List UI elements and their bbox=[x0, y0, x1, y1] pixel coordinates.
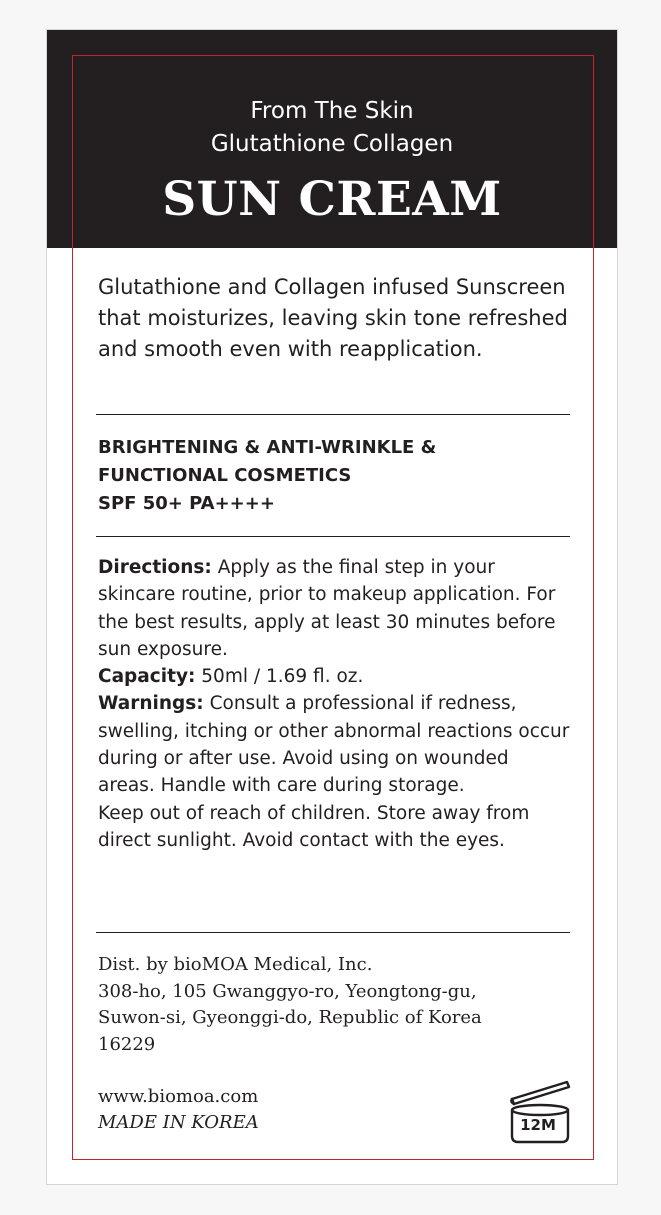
warnings-paragraph bbox=[98, 690, 570, 799]
postal-code: 16229 bbox=[98, 1033, 156, 1055]
claim-line: FUNCTIONAL COSMETICS bbox=[98, 465, 352, 486]
storage-warning: Keep out of reach of children. Store away from direct sunlight. Avoid contact with the eyes. bbox=[98, 802, 530, 851]
distributor-name: Dist. by bioMOA Medical, Inc. bbox=[98, 954, 373, 975]
product-label bbox=[46, 29, 618, 1185]
open-jar-icon bbox=[507, 1076, 577, 1146]
open-jar-icon-graphic bbox=[507, 1076, 573, 1146]
divider bbox=[96, 414, 570, 415]
distributor-info bbox=[98, 952, 570, 1058]
label-header bbox=[47, 30, 617, 248]
distributor-address: Suwon-si, Gyeonggi-do, Republic of Korea bbox=[98, 1007, 482, 1028]
functional-claims bbox=[98, 434, 570, 518]
product-line: Glutathione Collagen bbox=[210, 131, 454, 157]
spf-rating: SPF 50+ PA++++ bbox=[98, 493, 275, 514]
warnings-label: Warnings: bbox=[98, 693, 204, 715]
warnings-text: Consult a professional if redness, swelling, itching or other abnormal reactions occur during or after use. Avoid using on wounded areas. Handle with care during storage. bbox=[98, 693, 570, 797]
product-description: Glutathione and Collagen infused Sunscreen that moisturizes, leaving skin tone refreshed and smooth even with reapplication. bbox=[98, 275, 568, 361]
country-of-origin: MADE IN KOREA bbox=[98, 1112, 259, 1133]
product-title: SUN CREAM bbox=[162, 172, 502, 227]
directions-paragraph bbox=[98, 554, 570, 663]
claim-line: BRIGHTENING & ANTI-WRINKLE & bbox=[98, 437, 437, 458]
website: www.biomoa.com bbox=[98, 1086, 259, 1107]
divider bbox=[96, 536, 570, 537]
capacity-paragraph bbox=[98, 663, 570, 690]
pao-label: 12M bbox=[520, 1116, 556, 1134]
brand-name: From The Skin bbox=[250, 98, 414, 124]
distributor-address: 308-ho, 105 Gwanggyo-ro, Yeongtong-gu, bbox=[98, 980, 477, 1002]
divider bbox=[96, 932, 570, 933]
capacity-text: 50ml / 1.69 fl. oz. bbox=[195, 666, 364, 688]
directions-text: Apply as the final step in your skincare routine, prior to makeup application. For the best results, apply at least 30 minutes before sun exposure. bbox=[98, 557, 556, 660]
directions-label: Directions: bbox=[98, 557, 212, 578]
capacity-label: Capacity: bbox=[98, 666, 196, 688]
usage-details bbox=[98, 554, 570, 854]
